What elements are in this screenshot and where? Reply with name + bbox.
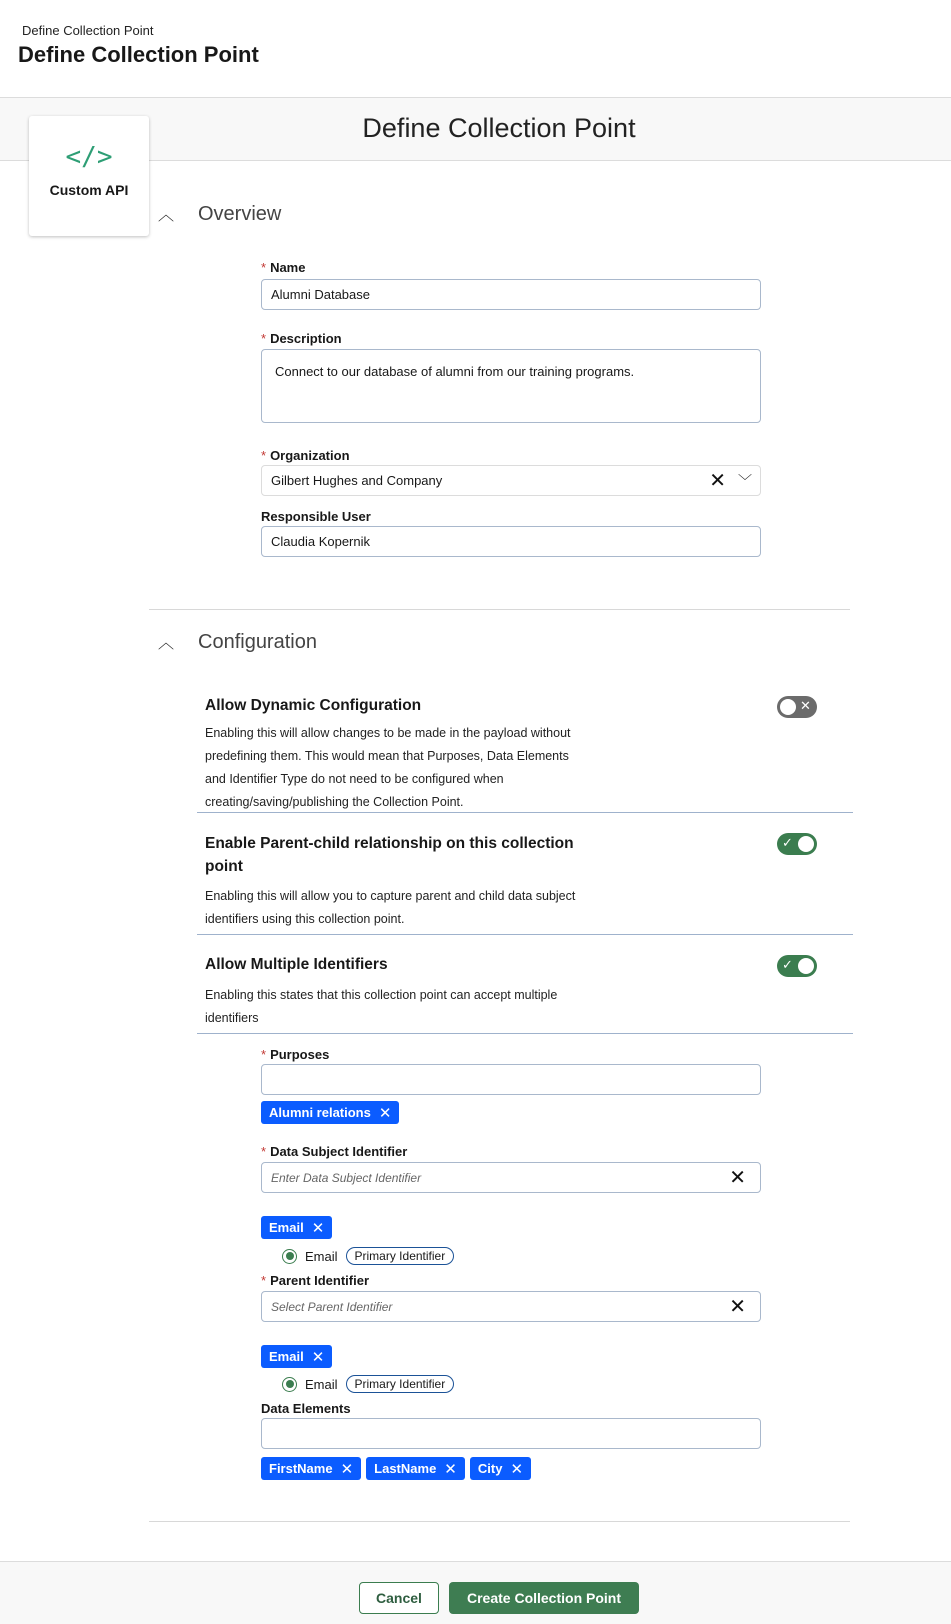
multiple-identifiers-desc: Enabling this states that this collection point can accept multiple identifiers <box>205 988 558 1025</box>
organization-value: Gilbert Hughes and Company <box>271 473 443 488</box>
radio-selected-icon[interactable] <box>282 1249 297 1264</box>
section-divider <box>149 1521 850 1522</box>
data-subject-identifier-label: * Data Subject Identifier <box>261 1144 408 1159</box>
wizard-title: Define Collection Point <box>362 113 636 143</box>
name-label: * Name <box>261 260 306 275</box>
multiple-identifiers-title: Allow Multiple Identifiers <box>205 956 388 973</box>
parent-identifier-label: * Parent Identifier <box>261 1273 370 1288</box>
parent-child-title: Enable Parent-child relationship on this collection point <box>205 835 574 875</box>
dsi-tags <box>261 1216 332 1239</box>
code-icon: </> <box>65 142 113 172</box>
cancel-button[interactable]: Cancel <box>359 1582 439 1614</box>
clear-icon[interactable]: ✕ <box>729 1167 746 1189</box>
primary-identifier-badge: Primary Identifier <box>346 1247 455 1265</box>
check-icon: ✓ <box>782 957 793 972</box>
remove-icon[interactable]: ✕ <box>340 1460 354 1478</box>
data-elements-tags <box>261 1457 531 1480</box>
tag-lastname: LastName ✕ <box>366 1457 465 1480</box>
check-icon: ✓ <box>782 835 793 850</box>
x-icon: ✕ <box>800 698 811 713</box>
primary-identifier-badge: Primary Identifier <box>346 1375 455 1393</box>
organization-label: * Organization <box>261 448 350 463</box>
name-input[interactable]: Alumni Database <box>261 279 761 310</box>
row-divider <box>197 934 853 935</box>
responsible-user-label: Responsible User <box>261 509 371 524</box>
row-divider <box>197 812 853 813</box>
tag-city: City ✕ <box>470 1457 531 1480</box>
tag-alumni-relations: Alumni relations ✕ <box>261 1101 399 1124</box>
responsible-user-input[interactable]: Claudia Kopernik <box>261 526 761 557</box>
multiple-identifiers-toggle[interactable] <box>777 955 817 977</box>
clear-icon[interactable]: ✕ <box>729 1296 746 1318</box>
data-subject-identifier-input[interactable]: Enter Data Subject Identifier ✕ <box>261 1162 761 1193</box>
tag-firstname: FirstName ✕ <box>261 1457 361 1480</box>
chevron-down-icon[interactable]: ﹀ <box>738 472 752 489</box>
dynamic-config-title: Allow Dynamic Configuration <box>205 697 422 714</box>
parent-child-desc: Enabling this will allow you to capture parent and child data subject identifiers using this collection point. <box>205 889 576 926</box>
parent-identifier-input[interactable]: Select Parent Identifier ✕ <box>261 1291 761 1322</box>
section-title-configuration[interactable]: Configuration <box>198 631 317 653</box>
remove-icon[interactable]: ✕ <box>510 1460 524 1478</box>
section-divider <box>149 609 850 610</box>
remove-icon[interactable]: ✕ <box>311 1348 325 1366</box>
card-label: Custom API <box>49 182 129 198</box>
tag-email: Email ✕ <box>261 1216 332 1239</box>
breadcrumb: Define Collection Point <box>22 23 154 38</box>
tag-email: Email ✕ <box>261 1345 332 1368</box>
dsi-primary-radio[interactable]: Email Primary Identifier <box>282 1247 454 1265</box>
remove-icon[interactable]: ✕ <box>444 1460 457 1478</box>
section-title-overview[interactable]: Overview <box>198 203 282 225</box>
row-divider <box>197 1033 853 1034</box>
organization-select[interactable] <box>261 465 761 496</box>
dynamic-config-desc: Enabling this will allow changes to be made in the payload without predefining them. This would mean that Purposes, Data Elements and Identifier Type do not need to be configured when creating/saving/publishing the Collection Point. <box>205 726 571 809</box>
parent-tags <box>261 1345 332 1368</box>
chevron-up-icon[interactable]: ︿ <box>158 207 175 224</box>
description-textarea[interactable]: Connect to our database of alumni from our training programs. <box>261 349 761 423</box>
remove-icon[interactable]: ✕ <box>378 1104 392 1122</box>
parent-child-toggle[interactable] <box>777 833 817 855</box>
description-label: * Description <box>261 331 342 346</box>
page-title: Define Collection Point <box>18 42 259 67</box>
purposes-label: * Purposes <box>261 1047 330 1062</box>
dynamic-config-toggle[interactable] <box>777 696 817 718</box>
create-collection-point-button[interactable]: Create Collection Point <box>449 1582 639 1614</box>
radio-selected-icon[interactable] <box>282 1377 297 1392</box>
chevron-up-icon[interactable]: ︿ <box>158 635 175 652</box>
custom-api-card[interactable] <box>29 116 149 236</box>
parent-primary-radio[interactable]: Email Primary Identifier <box>282 1375 454 1393</box>
purposes-input[interactable] <box>261 1064 761 1095</box>
data-elements-input[interactable] <box>261 1418 761 1449</box>
clear-icon[interactable]: ✕ <box>709 470 726 492</box>
remove-icon[interactable]: ✕ <box>311 1219 325 1237</box>
data-elements-label: Data Elements <box>261 1401 351 1416</box>
purposes-tags <box>261 1101 399 1124</box>
